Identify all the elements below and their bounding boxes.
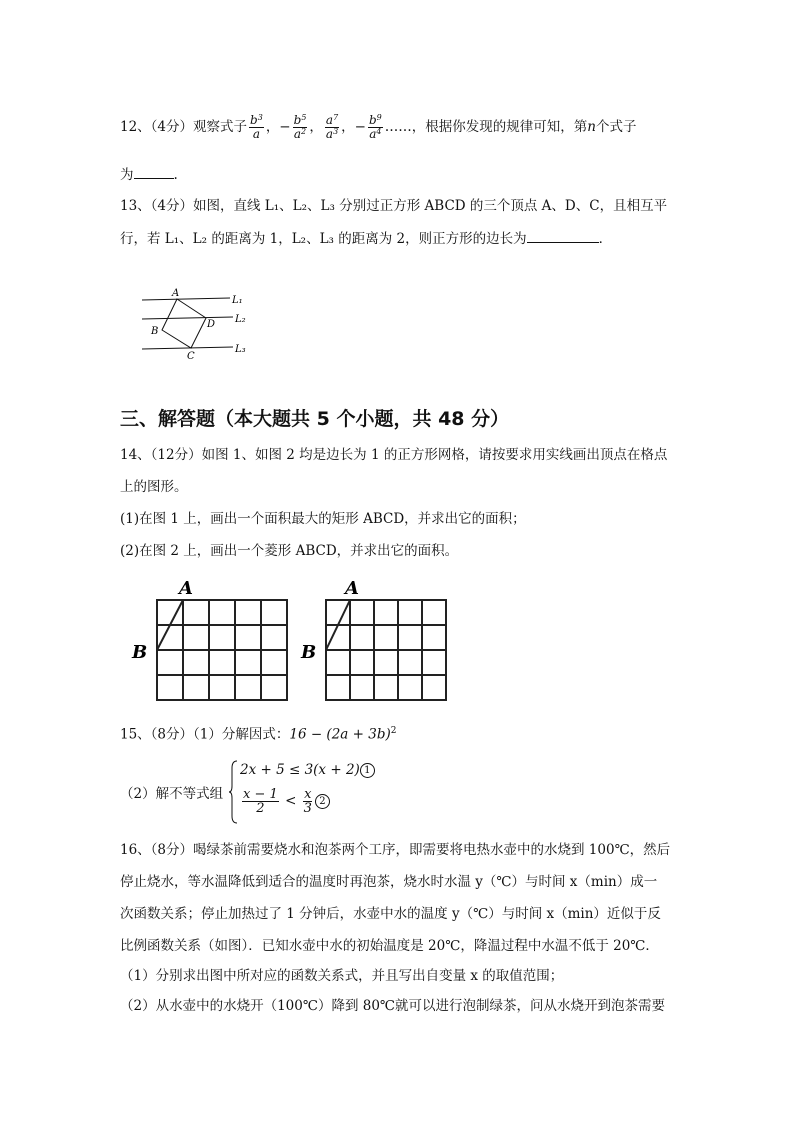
- label-d: D: [207, 319, 216, 330]
- q12-fraction-4: $\frac{b^9}{a^4}$: [368, 113, 382, 141]
- q15-inequality-1: 2x + 5 ≤ 3(x + 2) 1: [240, 762, 375, 778]
- q14-line2: 上的图形。: [120, 479, 188, 495]
- circled-one-icon: 1: [360, 763, 375, 778]
- q16-line6: （2）从水壶中的水烧开（100℃）降到 80℃就可以进行泡制绿茶，问从水烧开到泡茶需要: [120, 998, 666, 1014]
- label-l1: L₁: [232, 295, 243, 306]
- q12-line2: 为 .: [120, 164, 178, 185]
- label-l3: L₃: [235, 344, 246, 355]
- label-a: A: [172, 288, 180, 299]
- q13-answer-blank[interactable]: [527, 228, 599, 243]
- line-l2: [142, 317, 233, 319]
- q14-grid-2: [298, 574, 463, 706]
- q13-line2: 行，若 L₁、L₂ 的距离为 1，L₂、L₃ 的距离为 2，则正方形的边长为 ．: [120, 228, 612, 249]
- q16-line1: 16、（8分）喝绿茶前需要烧水和泡茶两个工序，即需要将电热水壶中的水烧到 100℃，然后: [120, 842, 671, 858]
- q14-line4: (2)在图 2 上，画出一个菱形 ABCD，并求出它的面积。: [120, 543, 459, 559]
- grid2-label-a: A: [345, 578, 359, 599]
- q15-inequality-2: $\frac{x - 1}{2}$ < $\frac{x}{3}$ 2: [240, 788, 330, 815]
- brace-icon: [228, 760, 238, 824]
- q14-grid-1: [128, 574, 293, 706]
- q16-line2: 停止烧水，等水温降低到适合的温度时再泡茶，烧水时水温 y（℃）与时间 x（min）成一: [120, 874, 658, 890]
- q12-answer-blank[interactable]: [134, 164, 174, 179]
- label-l2: L₂: [235, 314, 246, 325]
- q13-line1: 13、（4分）如图，直线 L₁、L₂、L₃ 分别过正方形 ABCD 的三个顶点 A、D、C，且相互平: [120, 198, 668, 214]
- q14-line1: 14、（12分）如图 1、如图 2 均是边长为 1 的正方形网格，请按要求用实线画出顶点在格点: [120, 447, 668, 463]
- q12-prefix: 12、（4分）观察式子: [120, 119, 248, 135]
- q15-expression: 16 − (2a + 3b): [289, 726, 391, 743]
- grid1-label-b: B: [132, 642, 148, 663]
- q13-figure: [135, 285, 265, 365]
- q16-line4: 比例函数关系（如图）．已知水壶中水的初始温度是 20℃，降温过程中水温不低于 20℃．: [120, 938, 659, 954]
- q15-line2: （2）解不等式组: [120, 786, 224, 802]
- line-l3: [142, 347, 233, 349]
- q12-line1: 12、（4分）观察式子 $\frac{b^3}{a}$ ，− $\frac{b^5}{a^2}$ ， $\frac{a^7}{a^3}$ ，− $\frac{b^9}{a^4}$ ……，根据你发现的规律可知，第n个式子: [120, 113, 637, 141]
- q16-line5: （1）分别求出图中所对应的函数关系式，并且写出自变量 x 的取值范围；: [120, 968, 564, 984]
- q12-fraction-3: $\frac{a^7}{a^3}$: [325, 113, 339, 141]
- q12-fraction-1: $\frac{b^3}{a}$: [250, 113, 263, 141]
- grid2-label-b: B: [301, 642, 317, 663]
- label-c: C: [187, 351, 195, 362]
- q15-line1: 15、（8分）（1）分解因式：$16 - (2a + 3b)^2$: [120, 726, 397, 743]
- q12-fraction-2: $\frac{b^5}{a^2}$: [293, 113, 307, 141]
- line-l1: [142, 298, 230, 300]
- square-abcd: [162, 299, 206, 348]
- q14-line3: (1)在图 1 上，画出一个面积最大的矩形 ABCD，并求出它的面积；: [120, 511, 526, 527]
- section-3-title: 三、解答题（本大题共 5 个小题，共 48 分）: [120, 408, 510, 430]
- grid1-label-a: A: [179, 578, 193, 599]
- q16-line3: 次函数关系；停止加热过了 1 分钟后，水壶中水的温度 y（℃）与时间 x（min）近似于反: [120, 906, 661, 922]
- label-b: B: [151, 326, 159, 337]
- circled-two-icon: 2: [315, 794, 330, 809]
